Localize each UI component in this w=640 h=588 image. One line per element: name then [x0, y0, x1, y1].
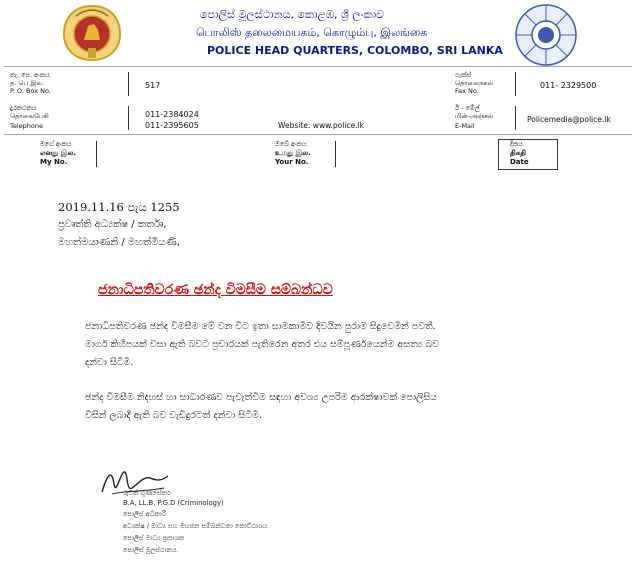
pobox-divider	[128, 72, 129, 96]
fax-label-si: ෆැක්ස්	[455, 71, 472, 79]
email-label-ta: மின்-அஞ்சல்	[455, 112, 494, 120]
myno-label-ta: எனது இல.	[40, 149, 77, 157]
letter-recipient-1: ප්‍රවෘත්ති අධ්‍යක්ෂ / කර්තෘ,	[58, 219, 167, 230]
signature-role-1: අධ්‍යක්ෂ / මාධ්‍ය සහ මහජන සම්බන්ධතා කොට්ඨාශය	[123, 522, 268, 530]
header-title-tamil: பொலிஸ் தலைமையகம், கொழும்பு, இலங்கை	[196, 26, 428, 39]
signature-name: රුවන් ගුණසේකර	[123, 489, 171, 497]
myno-label-en: My No.	[40, 158, 68, 166]
pobox-label-si: තැ. පෙ. අංකය	[10, 71, 50, 79]
yourno-divider	[335, 141, 336, 167]
tel-label-en: Telephone	[10, 122, 44, 130]
email-label-en: E-Mail	[455, 122, 475, 130]
tel-label-ta: தொலைபேசி	[10, 112, 49, 120]
date-box	[498, 139, 558, 170]
letter-subject: ජනාධිපතිවරණ ඡන්ද විමසීම සම්බන්ධව	[98, 282, 333, 298]
fax-divider	[515, 72, 516, 96]
fax-label-ta: தொலைநகல்	[455, 79, 493, 87]
pobox-value: 517	[145, 81, 161, 90]
para1-line2: මාර්ග කිහිපයක් වසා ඇති බවට ප්‍රචාරයක් පැතිරෙන අතර එය සම්පූර්ණයෙන්ම අසත්‍ය බව	[85, 339, 440, 350]
letter-datetime: 2019.11.16 පැය 1255	[58, 200, 180, 214]
signature-title: පොලිස් අධිකාරී	[123, 510, 166, 518]
myno-label-si: මගේ අංකය	[40, 140, 72, 148]
para1-line3: දන්වා සිටිමි.	[85, 357, 134, 368]
signature-qualifications: B.A, LL.B, P.G.D (Criminology)	[123, 499, 224, 507]
fax-label-en: Fax No.	[455, 87, 479, 95]
date-label-en: Date	[510, 158, 529, 166]
date-label-ta: திகதி	[510, 149, 526, 157]
pobox-label-ta: த. பெ இல.	[10, 79, 45, 87]
tel-value-1: 011-2384024	[145, 110, 199, 119]
sri-lanka-emblem-icon	[62, 4, 122, 62]
email-divider	[515, 106, 516, 130]
police-emblem-icon	[510, 2, 582, 68]
header-divider	[4, 66, 632, 67]
pobox-label-en: P. O. Box No.	[10, 87, 51, 95]
yourno-label-si: ඔබේ අංකය	[275, 140, 307, 148]
email-label-si: ඊ - මේල්	[455, 104, 480, 112]
para1-line1: ජනාධිපතිවරණ ඡන්ද විමසීම මේ වන විට ඉතා සාමකාමීව දිවයින පුරාම සිදුවෙමින් පවතී.	[85, 321, 436, 332]
date-label-si: දිනය	[510, 140, 523, 148]
tel-divider	[128, 106, 129, 130]
myno-divider	[96, 141, 97, 167]
website-text: Website: www.police.lk	[278, 121, 364, 130]
letter-recipient-2: මහත්මයාණනි / මහත්මියණි,	[58, 237, 180, 248]
info-divider	[4, 134, 632, 135]
yourno-label-ta: உமது இல.	[275, 149, 311, 157]
tel-value-2: 011-2395605	[145, 121, 199, 130]
para2-line2: විසින් ලබාදී ඇති බව වැඩිදුරටත් දන්වා සිටිමි.	[85, 410, 262, 421]
yourno-label-en: Your No.	[275, 158, 309, 166]
para2-line1: ඡන්ද විමසීම නිදහස් හා සාධාරණව පැවැත්වීම සඳහා අවශ්‍ය උපරිම ආරක්ෂාවක් පොලිසිය	[85, 392, 437, 403]
signature-office: පොලිස් මූලස්ථානය.	[123, 546, 179, 554]
header-title-english: POLICE HEAD QUARTERS, COLOMBO, SRI LANKA	[207, 44, 503, 57]
signature-role-2: පොලිස් මාධ්‍ය ප්‍රකාශක	[123, 534, 185, 542]
tel-label-si: දුරකථනය	[10, 104, 37, 112]
header-title-sinhala: පොලිස් මූලස්ථානය, කොළඹ, ශ්‍රී ලංකාව	[200, 8, 385, 21]
fax-value: 011- 2329500	[540, 81, 597, 90]
email-value: Policemedia@police.lk	[527, 115, 611, 124]
